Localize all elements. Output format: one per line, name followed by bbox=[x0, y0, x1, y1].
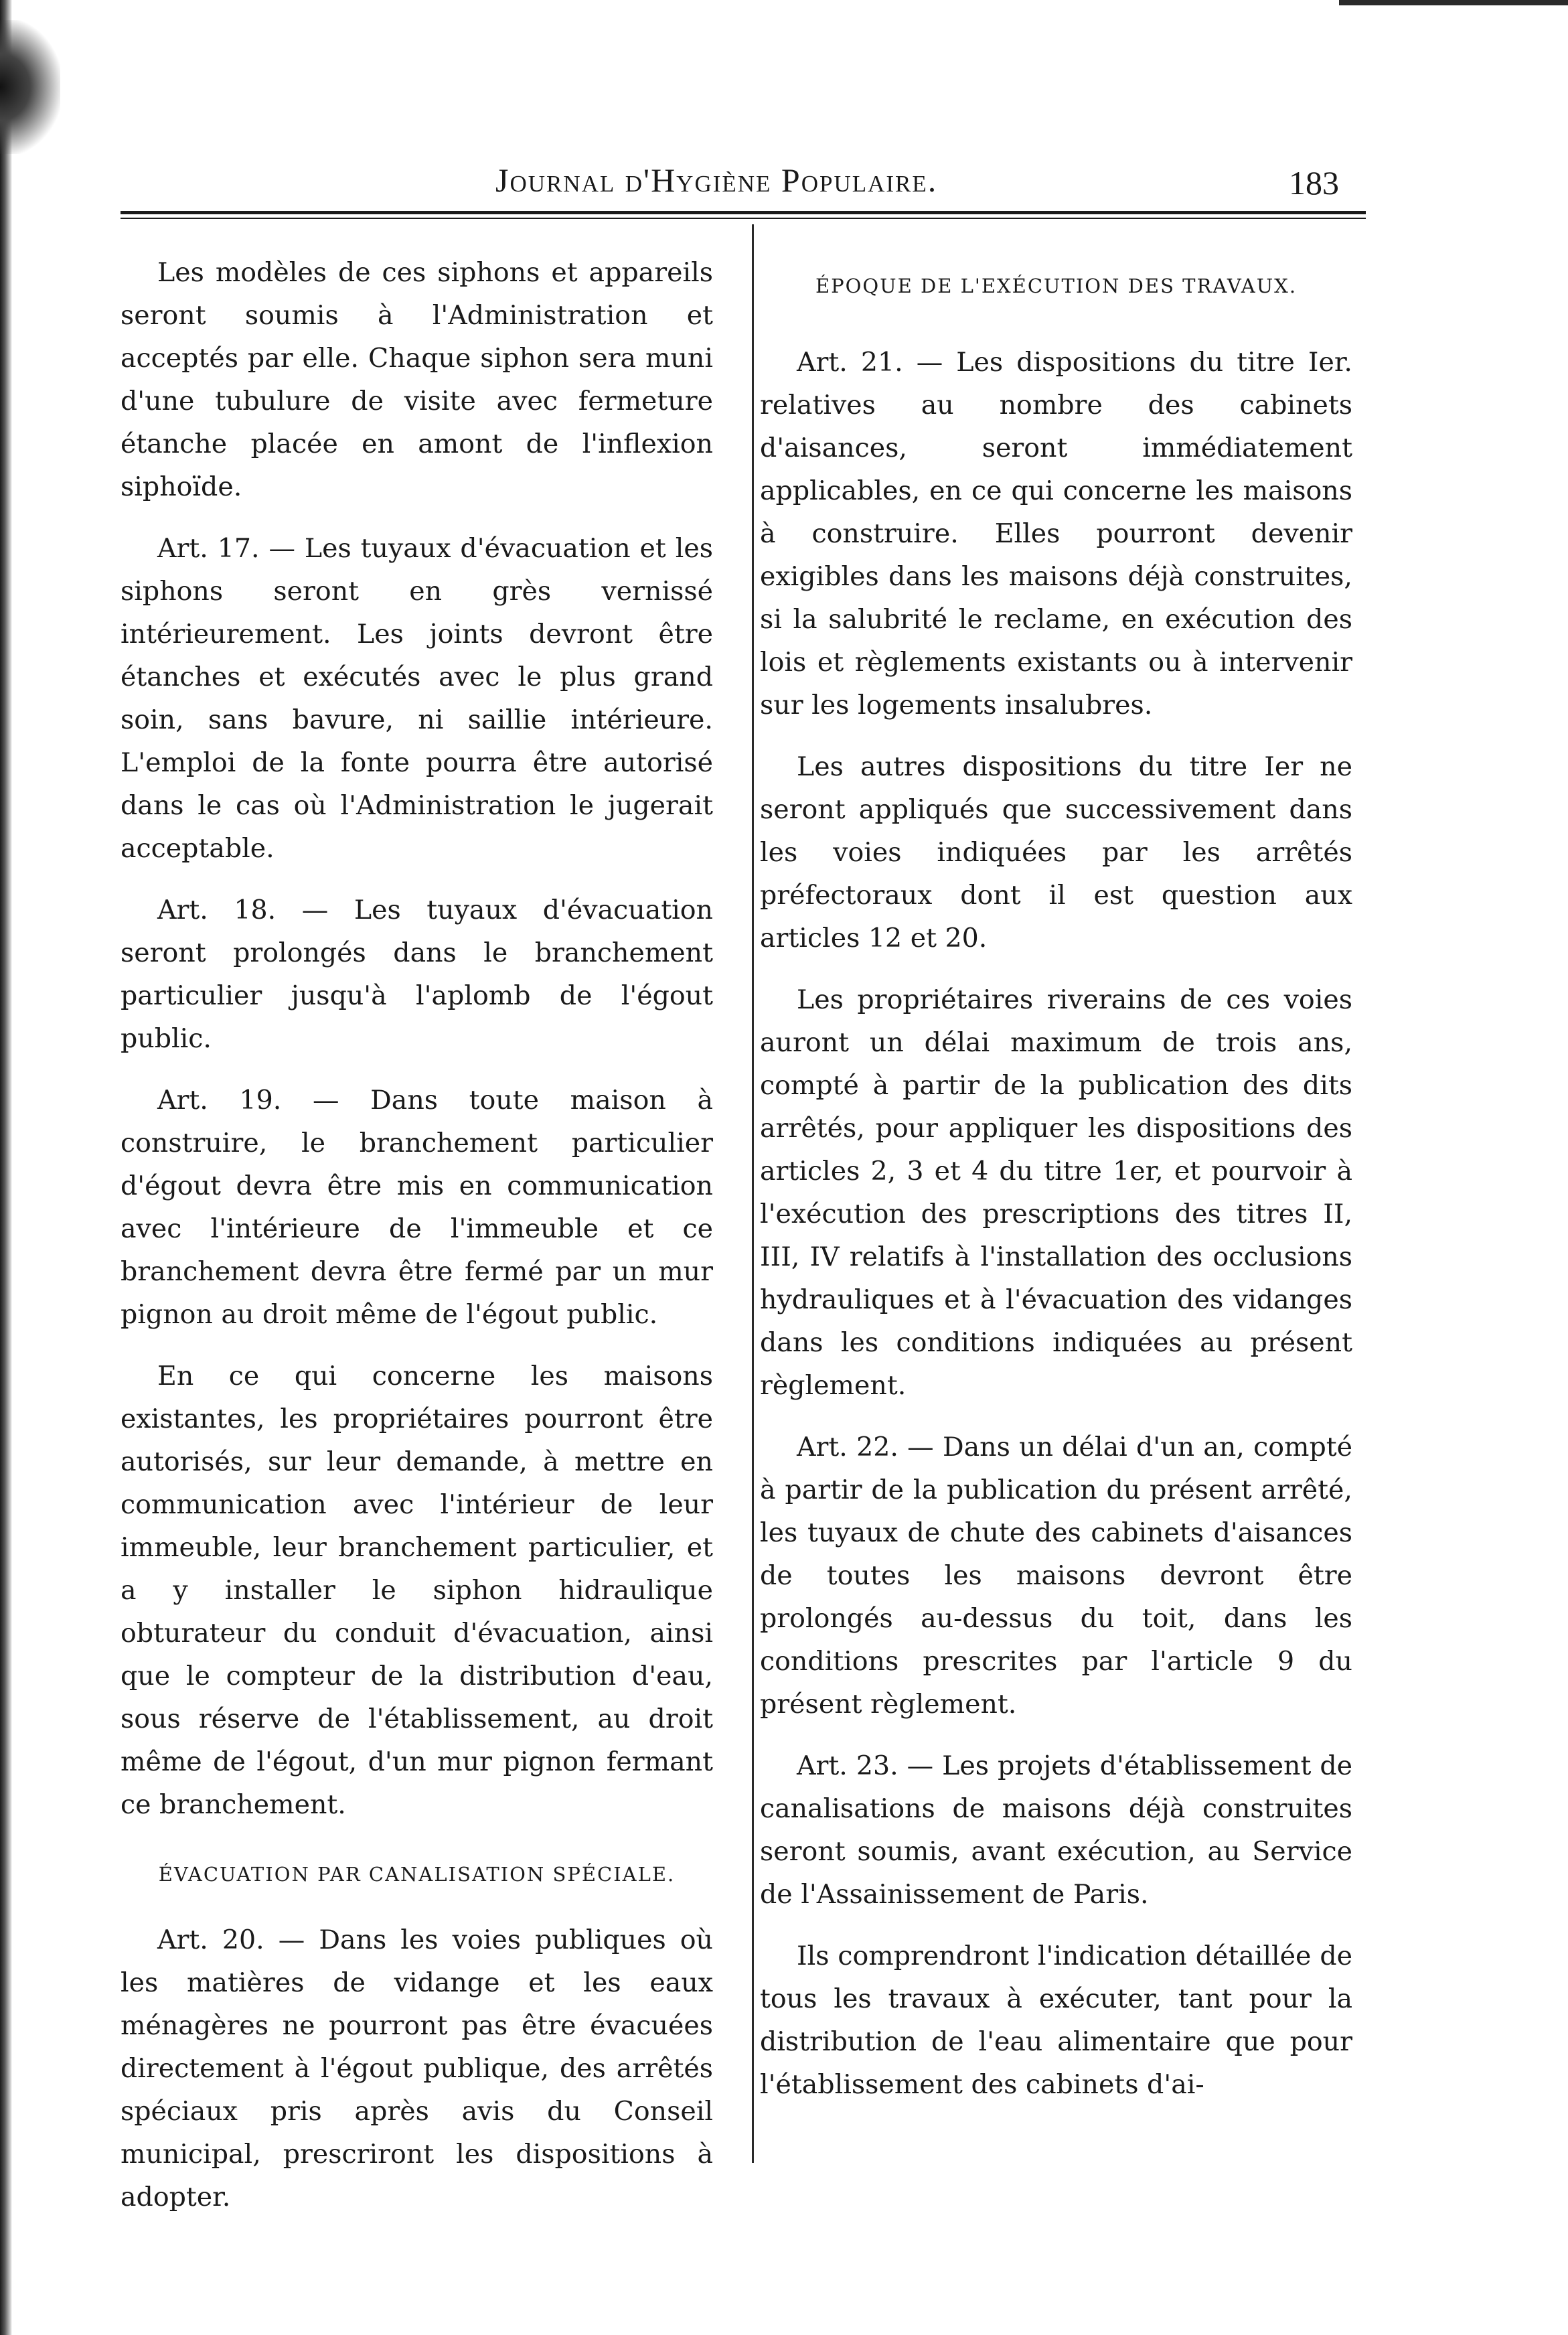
page-top-edge bbox=[1339, 0, 1568, 5]
page-edge-shadow bbox=[0, 0, 12, 2335]
paragraph-siphons: Les modèles de ces siphons et appareils seront soumis à l'Administration et acceptés par elle. Chaque siphon sera muni d'une tubulure de visite avec fermeture étanche placée en amont de l'inflexion siphoïde. bbox=[121, 257, 713, 502]
right-column bbox=[760, 251, 1352, 2125]
paragraph-autres-dispositions: Les autres dispositions du titre Ier ne seront appliqués que successivement dans les voies indiquées par les arrêtés préfectoraux dont il est question aux articles 12 et 20. bbox=[760, 751, 1352, 954]
paragraph-art-19: Art. 19. — Dans toute maison à construire, le branchement particulier d'égout devra être mis en communication avec l'intérieure de l'immeuble et ce branchement devra être fermé par un mur pignon au droit même de l'égout public. bbox=[121, 1085, 713, 1330]
paragraph-art-22: Art. 22. — Dans un délai d'un an, compté à partir de la publication du présent arrêté, les tuyaux de chute des cabinets d'aisances de toutes les maisons devront être prolongés au-dessus du toit, dans les conditions prescrites par l'article 9 du présent règlement. bbox=[760, 1432, 1352, 1720]
running-header bbox=[121, 141, 1379, 201]
binding-mark bbox=[0, 20, 60, 154]
paragraph-art-17: Art. 17. — Les tuyaux d'évacuation et les siphons seront en grès vernissé intérieurement. Les joints devront être étanches et exécutés avec le plus grand soin, sans bavure, ni saillie intérieure. L'emploi de la fonte pourra être autorisé dans le cas où l'Administration le jugerait acceptable. bbox=[121, 533, 713, 864]
header-rule-thick bbox=[121, 211, 1366, 214]
paragraph-existing-houses: En ce qui concerne les maisons existantes, les propriétaires pourront être autorisés, sur leur demande, à mettre en communication avec l'intérieur de leur immeuble, leur branchement particulier, et a y installer le siphon hidraulique obturateur du conduit d'évacuation, ainsi que le compteur de la distribution d'eau, sous réserve de l'établissement, au droit même de l'égout, d'un mur pignon fermant ce branchement. bbox=[121, 1361, 713, 1820]
paragraph-art-20: Art. 20. — Dans les voies publiques où les matières de vidange et les eaux ménagères ne pourront pas être évacuées directement à l'égout publique, des arrêtés spéciaux pris après avis du Conseil municipal, prescriront les dispositions à adopter. bbox=[121, 1925, 713, 2212]
paragraph-art-23: Art. 23. — Les projets d'établissement de canalisations de maisons déjà construites seront soumis, avant exécution, au Service de l'Assainissement de Paris. bbox=[760, 1750, 1352, 1910]
paragraph-proprietaires: Les propriétaires riverains de ces voies auront un délai maximum de trois ans, compté à partir de la publication des dits arrêtés, pour appliquer les dispositions des articles 2, 3 et 4 du titre 1er, et pourvoir à l'exécution des prescriptions des titres II, III, IV relatifs à l'installation des occlusions hydrauliques et à l'évacuation des vidanges dans les conditions indiquées au présent règlement. bbox=[760, 984, 1352, 1401]
paragraph-art-21: Art. 21. — Les dispositions du titre Ier. relatives au nombre des cabinets d'aisances, seront immédiatement applicables, en ce qui concerne les maisons à construire. Elles pourront devenir exigibles dans les maisons déjà construites, si la salubrité le reclame, en exécution des lois et règlements existants ou à intervenir sur les logements insalubres. bbox=[760, 347, 1352, 721]
header-rule-thin bbox=[121, 218, 1366, 219]
section-heading-epoque: ÉPOQUE DE L'EXÉCUTION DES TRAVAUX. bbox=[815, 275, 1298, 297]
running-title: Journal d'Hygiène Populaire. bbox=[495, 161, 938, 199]
page-number: 183 bbox=[1289, 164, 1339, 202]
paragraph-art-18: Art. 18. — Les tuyaux d'évacuation seront prolongés dans le branchement particulier jusqu'à l'aplomb de l'égout public. bbox=[121, 895, 713, 1054]
section-heading-evacuation: ÉVACUATION PAR CANALISATION SPÉCIALE. bbox=[158, 1863, 676, 1886]
left-column bbox=[121, 251, 713, 2237]
paragraph-indication: Ils comprendront l'indication détaillée de tous les travaux à exécuter, tant pour la distribution de l'eau alimentaire que pour l'établissement des cabinets d'ai- bbox=[760, 1941, 1352, 2100]
column-divider bbox=[752, 224, 754, 2163]
